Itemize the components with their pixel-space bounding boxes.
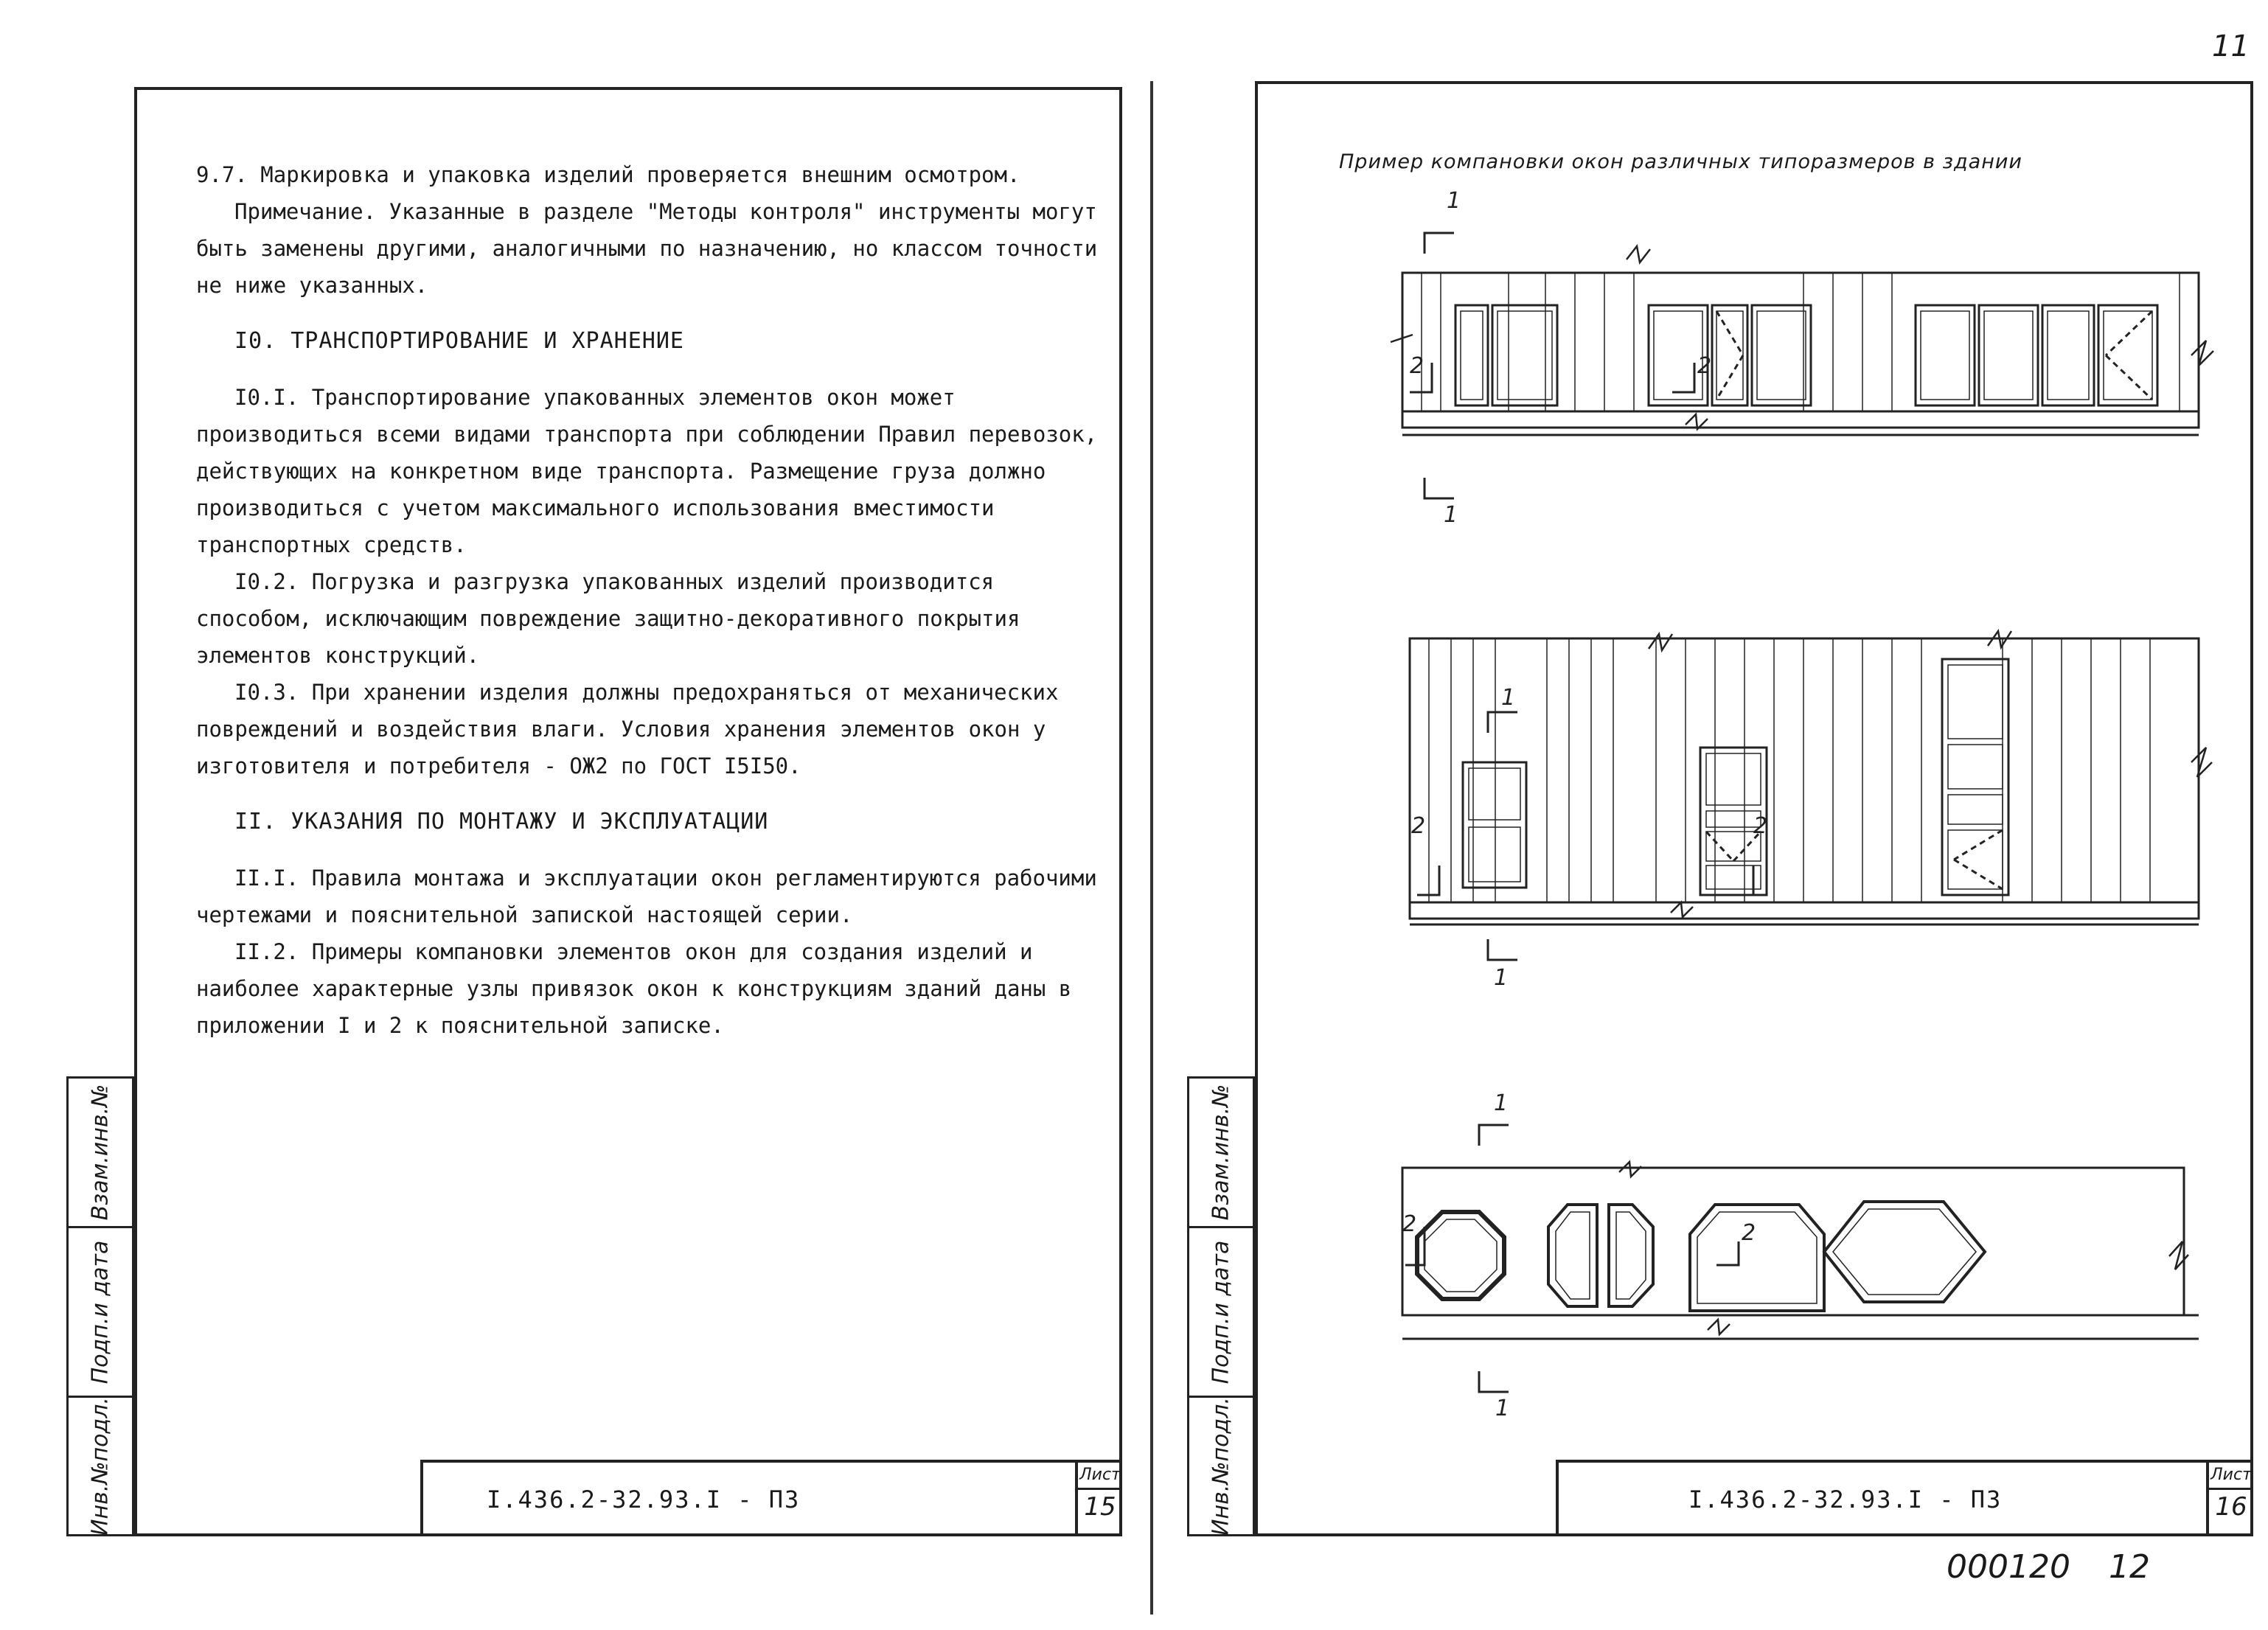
binding-cell-sign (1189, 1226, 1253, 1396)
binding-label: Взам.инв.№ (87, 1084, 114, 1221)
section-mark-2: 2 (1753, 813, 1768, 839)
item-11-2: II.2. Примеры компановки элементов окон для создания изделий и наиболее характерные узлы привязок окон к конструкциям зданий даны в приложении I и 2 к пояснительной записке. (196, 939, 1072, 1038)
left-binding-strip (66, 1076, 134, 1536)
title-block-code: I.436.2-32.93.I - ПЗ (1688, 1486, 2003, 1514)
left-page (134, 87, 1122, 1536)
binding-cell-inv (69, 1396, 132, 1534)
corner-page-number: 11 (2212, 29, 2250, 63)
binding-label: Инв.№подл. (1208, 1396, 1234, 1536)
facade-1 (1391, 246, 2213, 435)
item-10-2: I0.2. Погрузка и разгрузка упакованных изделий производится способом, исключающим повреждение защитно-декоративного покрытия элементов конструкций. (196, 569, 1020, 668)
paragraph-9-7: 9.7. Маркировка и упаковка изделий проверяется внешним осмотром. (196, 162, 1020, 187)
left-page-text (196, 156, 1103, 1044)
section-mark-1: 1 (1444, 502, 1458, 528)
right-binding-strip (1187, 1076, 1255, 1536)
item-10-1: I0.I. Транспортирование упакованных элементов окон может производиться всеми видами транспорта при соблюдении Правил перевозок, действующих на конкретном виде транспорта. Размещение груза должно производиться с учетом максимального использования вместимости транспортных средств. (196, 385, 1098, 557)
right-title-block (1556, 1460, 2253, 1536)
facade-drawing (1258, 84, 2256, 1539)
figure-title: Пример компановки окон различных типоразмеров в здании (1339, 150, 2022, 173)
section-mark-2: 2 (1697, 353, 1712, 379)
section-mark-2: 2 (1410, 353, 1425, 379)
item-10-3: I0.3. При хранении изделия должны предохраняться от механических повреждений и воздействия влаги. Условия хранения элементов окон у изготовителя и потребителя - ОЖ2 по ГОСТ I5I50. (196, 680, 1059, 779)
section-mark-2: 2 (1742, 1220, 1756, 1246)
sheet-label: Лист (2209, 1463, 2253, 1490)
section-11-heading: II. УКАЗАНИЯ ПО МОНТАЖУ И ЭКСПЛУАТАЦИИ (234, 809, 769, 835)
window-stack-1 (1463, 762, 1526, 888)
window-stack-3 (1942, 659, 2008, 895)
binding-label: Подп.и дата (1208, 1240, 1234, 1384)
right-page (1255, 81, 2253, 1536)
half-window-left (1548, 1205, 1597, 1306)
note-paragraph: Примечание. Указанные в разделе "Методы контроля" инструменты могут быть заменены другими, аналогичными по назначению, но классом точности не ниже указанных. (196, 199, 1098, 298)
archive-page-number: 12 (2109, 1548, 2150, 1586)
section-mark-2: 2 (1402, 1211, 1417, 1237)
section-mark-2: 2 (1411, 813, 1426, 839)
window-group-2 (1649, 305, 1811, 405)
sheet-number: 16 (2215, 1492, 2247, 1522)
archive-number: 000120 (1947, 1548, 2070, 1586)
section-mark-1: 1 (1495, 1396, 1510, 1421)
window-group-3 (1916, 305, 2157, 405)
fold-line (1150, 81, 1153, 1615)
binding-cell-replace (1189, 1079, 1253, 1226)
section-mark-1: 1 (1447, 188, 1461, 214)
section-mark-1: 1 (1501, 685, 1516, 711)
sheet-cell (1075, 1463, 1122, 1536)
left-title-block (420, 1460, 1122, 1536)
binding-cell-inv (1189, 1396, 1253, 1534)
facade-2 (1410, 631, 2212, 924)
binding-label: Подп.и дата (87, 1240, 114, 1384)
pentagon-window (1690, 1205, 1824, 1311)
half-window-right (1609, 1205, 1653, 1306)
window-group-1 (1455, 305, 1557, 405)
section-mark-1: 1 (1494, 1090, 1509, 1116)
section-mark-1: 1 (1494, 965, 1509, 991)
title-block-code: I.436.2-32.93.I - ПЗ (487, 1486, 801, 1514)
sheet-number: 15 (1084, 1492, 1116, 1522)
octagon-window (1417, 1212, 1504, 1299)
binding-cell-sign (69, 1226, 132, 1396)
sheet-cell (2206, 1463, 2253, 1536)
section-10-heading: I0. ТРАНСПОРТИРОВАНИЕ И ХРАНЕНИЕ (234, 328, 684, 354)
binding-cell-replace (69, 1079, 132, 1226)
facade-3 (1402, 1162, 2199, 1339)
item-11-1: II.I. Правила монтажа и эксплуатации окон регламентируются рабочими чертежами и пояснительной запиской настоящей серии. (196, 865, 1097, 927)
hexagon-window (1824, 1202, 1985, 1302)
panel-joints (1429, 638, 2150, 902)
binding-label: Взам.инв.№ (1208, 1084, 1234, 1221)
sheet-label: Лист (1078, 1463, 1122, 1490)
binding-label: Инв.№подл. (87, 1396, 114, 1536)
panel-joints (1422, 273, 2180, 411)
